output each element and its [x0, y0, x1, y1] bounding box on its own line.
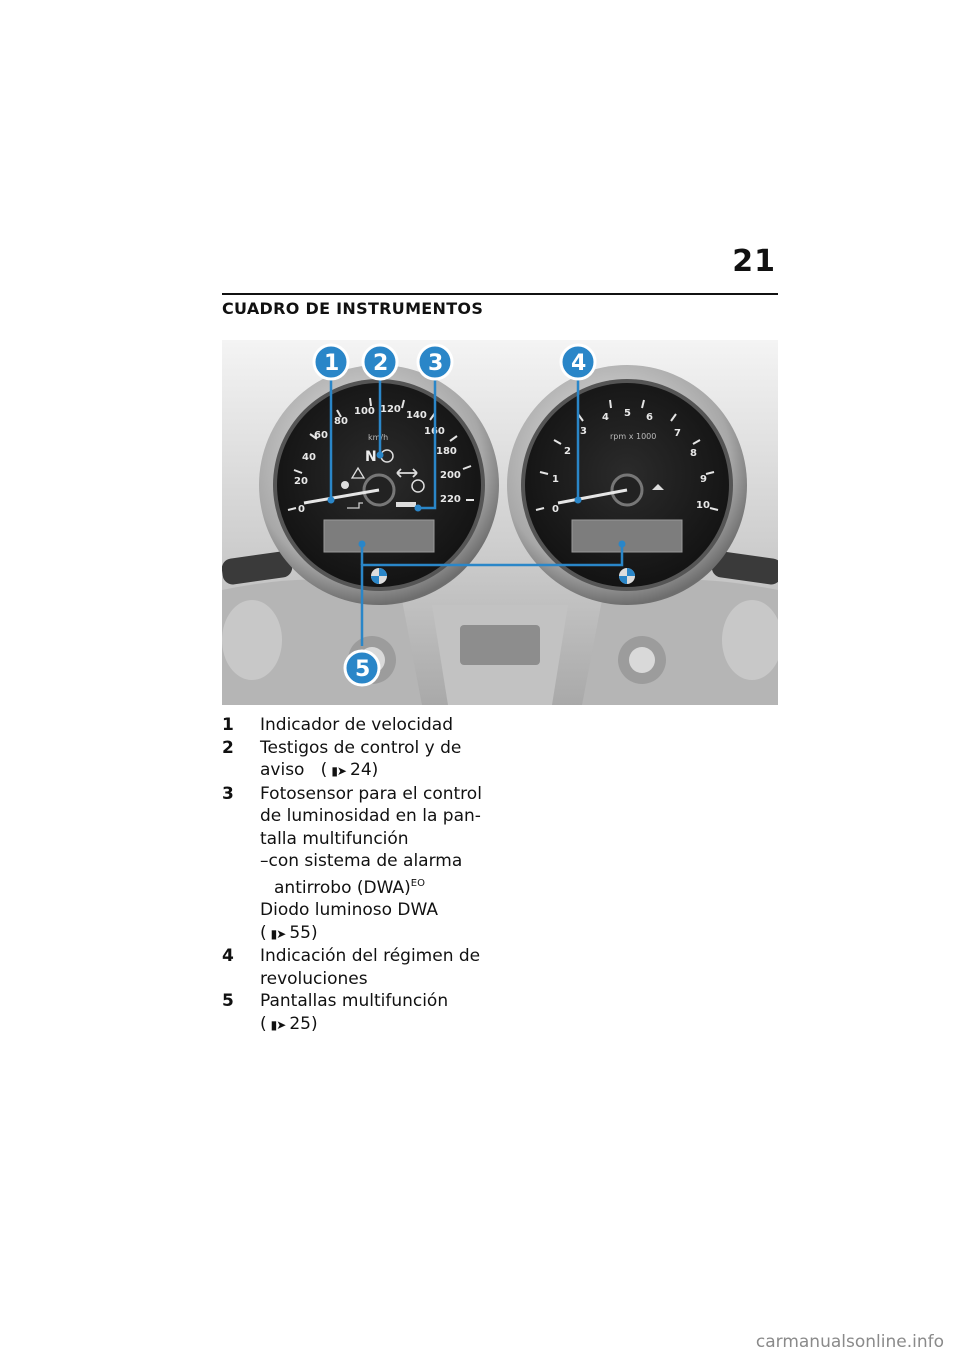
anti-theft-led: [396, 502, 416, 507]
speed-unit: km/h: [368, 433, 389, 442]
legend-item: [222, 714, 502, 737]
legend-text: Indicación del régimen de: [260, 946, 481, 966]
page-ref[interactable]: 25: [289, 1013, 311, 1034]
legend-text: Pantallas multifunción: [260, 991, 449, 1011]
legend-text: talla multifunción: [260, 828, 409, 849]
tacho-tick: 10: [696, 500, 710, 511]
legend-text: de luminosidad en la pan-: [260, 806, 481, 826]
speedo-tick: 80: [334, 416, 348, 427]
legend-number: 3: [222, 783, 234, 804]
callout-4: [561, 345, 595, 379]
svg-text:1: 1: [324, 351, 340, 376]
multifunction-display-right: [572, 520, 682, 552]
tacho-tick: 4: [602, 412, 609, 423]
speedo-tick: 60: [314, 430, 328, 441]
tacho-tick: 5: [624, 408, 631, 419]
page-ref-arrow-icon: ▮➤: [270, 1017, 286, 1032]
svg-text:3: 3: [428, 351, 444, 376]
tacho-tick: 2: [564, 446, 571, 457]
tacho-tick: 0: [552, 504, 559, 515]
legend-number: 1: [222, 715, 234, 735]
callout-5: [345, 651, 379, 685]
figure-legend: [222, 714, 502, 1036]
instrument-cluster-figure: [222, 340, 778, 705]
tacho-tick: 8: [690, 448, 697, 459]
tacho-tick: 6: [646, 412, 653, 423]
legend-text: Diodo luminoso DWA: [260, 900, 439, 920]
speedo-tick: 180: [436, 446, 457, 457]
rpm-unit: rpm x 1000: [610, 432, 657, 441]
svg-text:2: 2: [373, 351, 389, 376]
page-ref-arrow-icon: ▮➤: [331, 764, 346, 778]
page-ref[interactable]: 24: [350, 760, 372, 780]
tacho-tick: 7: [674, 428, 681, 439]
legend-text: Fotosensor para el control: [260, 783, 482, 804]
tacho-tick: 9: [700, 474, 707, 485]
legend-text: Indicador de velocidad: [260, 715, 454, 735]
page-number: 21: [732, 244, 776, 279]
header-rule: [222, 293, 778, 295]
speedo-tick: 140: [406, 410, 427, 421]
speedo-tick: 120: [380, 404, 401, 415]
tacho-tick: 1: [552, 474, 559, 485]
speedo-tick: 0: [298, 504, 305, 515]
legend-number: 2: [222, 737, 234, 758]
tachometer: [507, 365, 747, 605]
legend-condition: antirrobo (DWA): [274, 877, 411, 898]
multifunction-display-left: [324, 520, 434, 552]
legend-text: aviso: [260, 760, 305, 780]
legend-item: 2 Testigos de control y de aviso ( ▮➤ 24): [222, 737, 502, 783]
section-title: CUADRO DE INSTRUMENTOS: [222, 299, 484, 318]
option-code: EO: [410, 877, 425, 889]
svg-text:5: 5: [355, 657, 371, 682]
page-ref-arrow-icon: ▮➤: [270, 926, 286, 941]
callout-2: [363, 345, 397, 379]
speedo-tick: 40: [302, 452, 316, 463]
callout-1: [314, 345, 348, 379]
speedo-tick: 20: [294, 476, 308, 487]
legend-condition: –con sistema de alarma: [260, 851, 463, 871]
high-beam-icon: [341, 481, 349, 489]
neutral-indicator: N: [365, 449, 377, 465]
tacho-tick: 3: [580, 426, 587, 437]
legend-text: revoluciones: [260, 968, 368, 989]
callout-3: [418, 345, 452, 379]
speedo-tick: 160: [424, 426, 445, 437]
watermark: carmanualsonline.info: [755, 1332, 944, 1352]
legend-item: 3 Fotosensor para el control de luminosidad en la pan- talla multifunción –con sistema de alarma antirrobo (DWA)$^{EO}$ Diodo luminoso DWA ( ▮➤ 55): [222, 783, 502, 946]
speedo-tick: 220: [440, 494, 461, 505]
legend-item: 5 Pantallas multifunción ( ▮➤ 25): [222, 990, 502, 1036]
speedo-tick: 100: [354, 406, 375, 417]
speedo-tick: 200: [440, 470, 461, 481]
legend-number: 4: [222, 946, 234, 966]
legend-item: [222, 945, 502, 990]
svg-text:4: 4: [571, 351, 587, 376]
legend-text: Testigos de control y de: [260, 737, 462, 758]
legend-number: 5: [222, 991, 234, 1011]
page-ref[interactable]: 55: [289, 922, 311, 943]
